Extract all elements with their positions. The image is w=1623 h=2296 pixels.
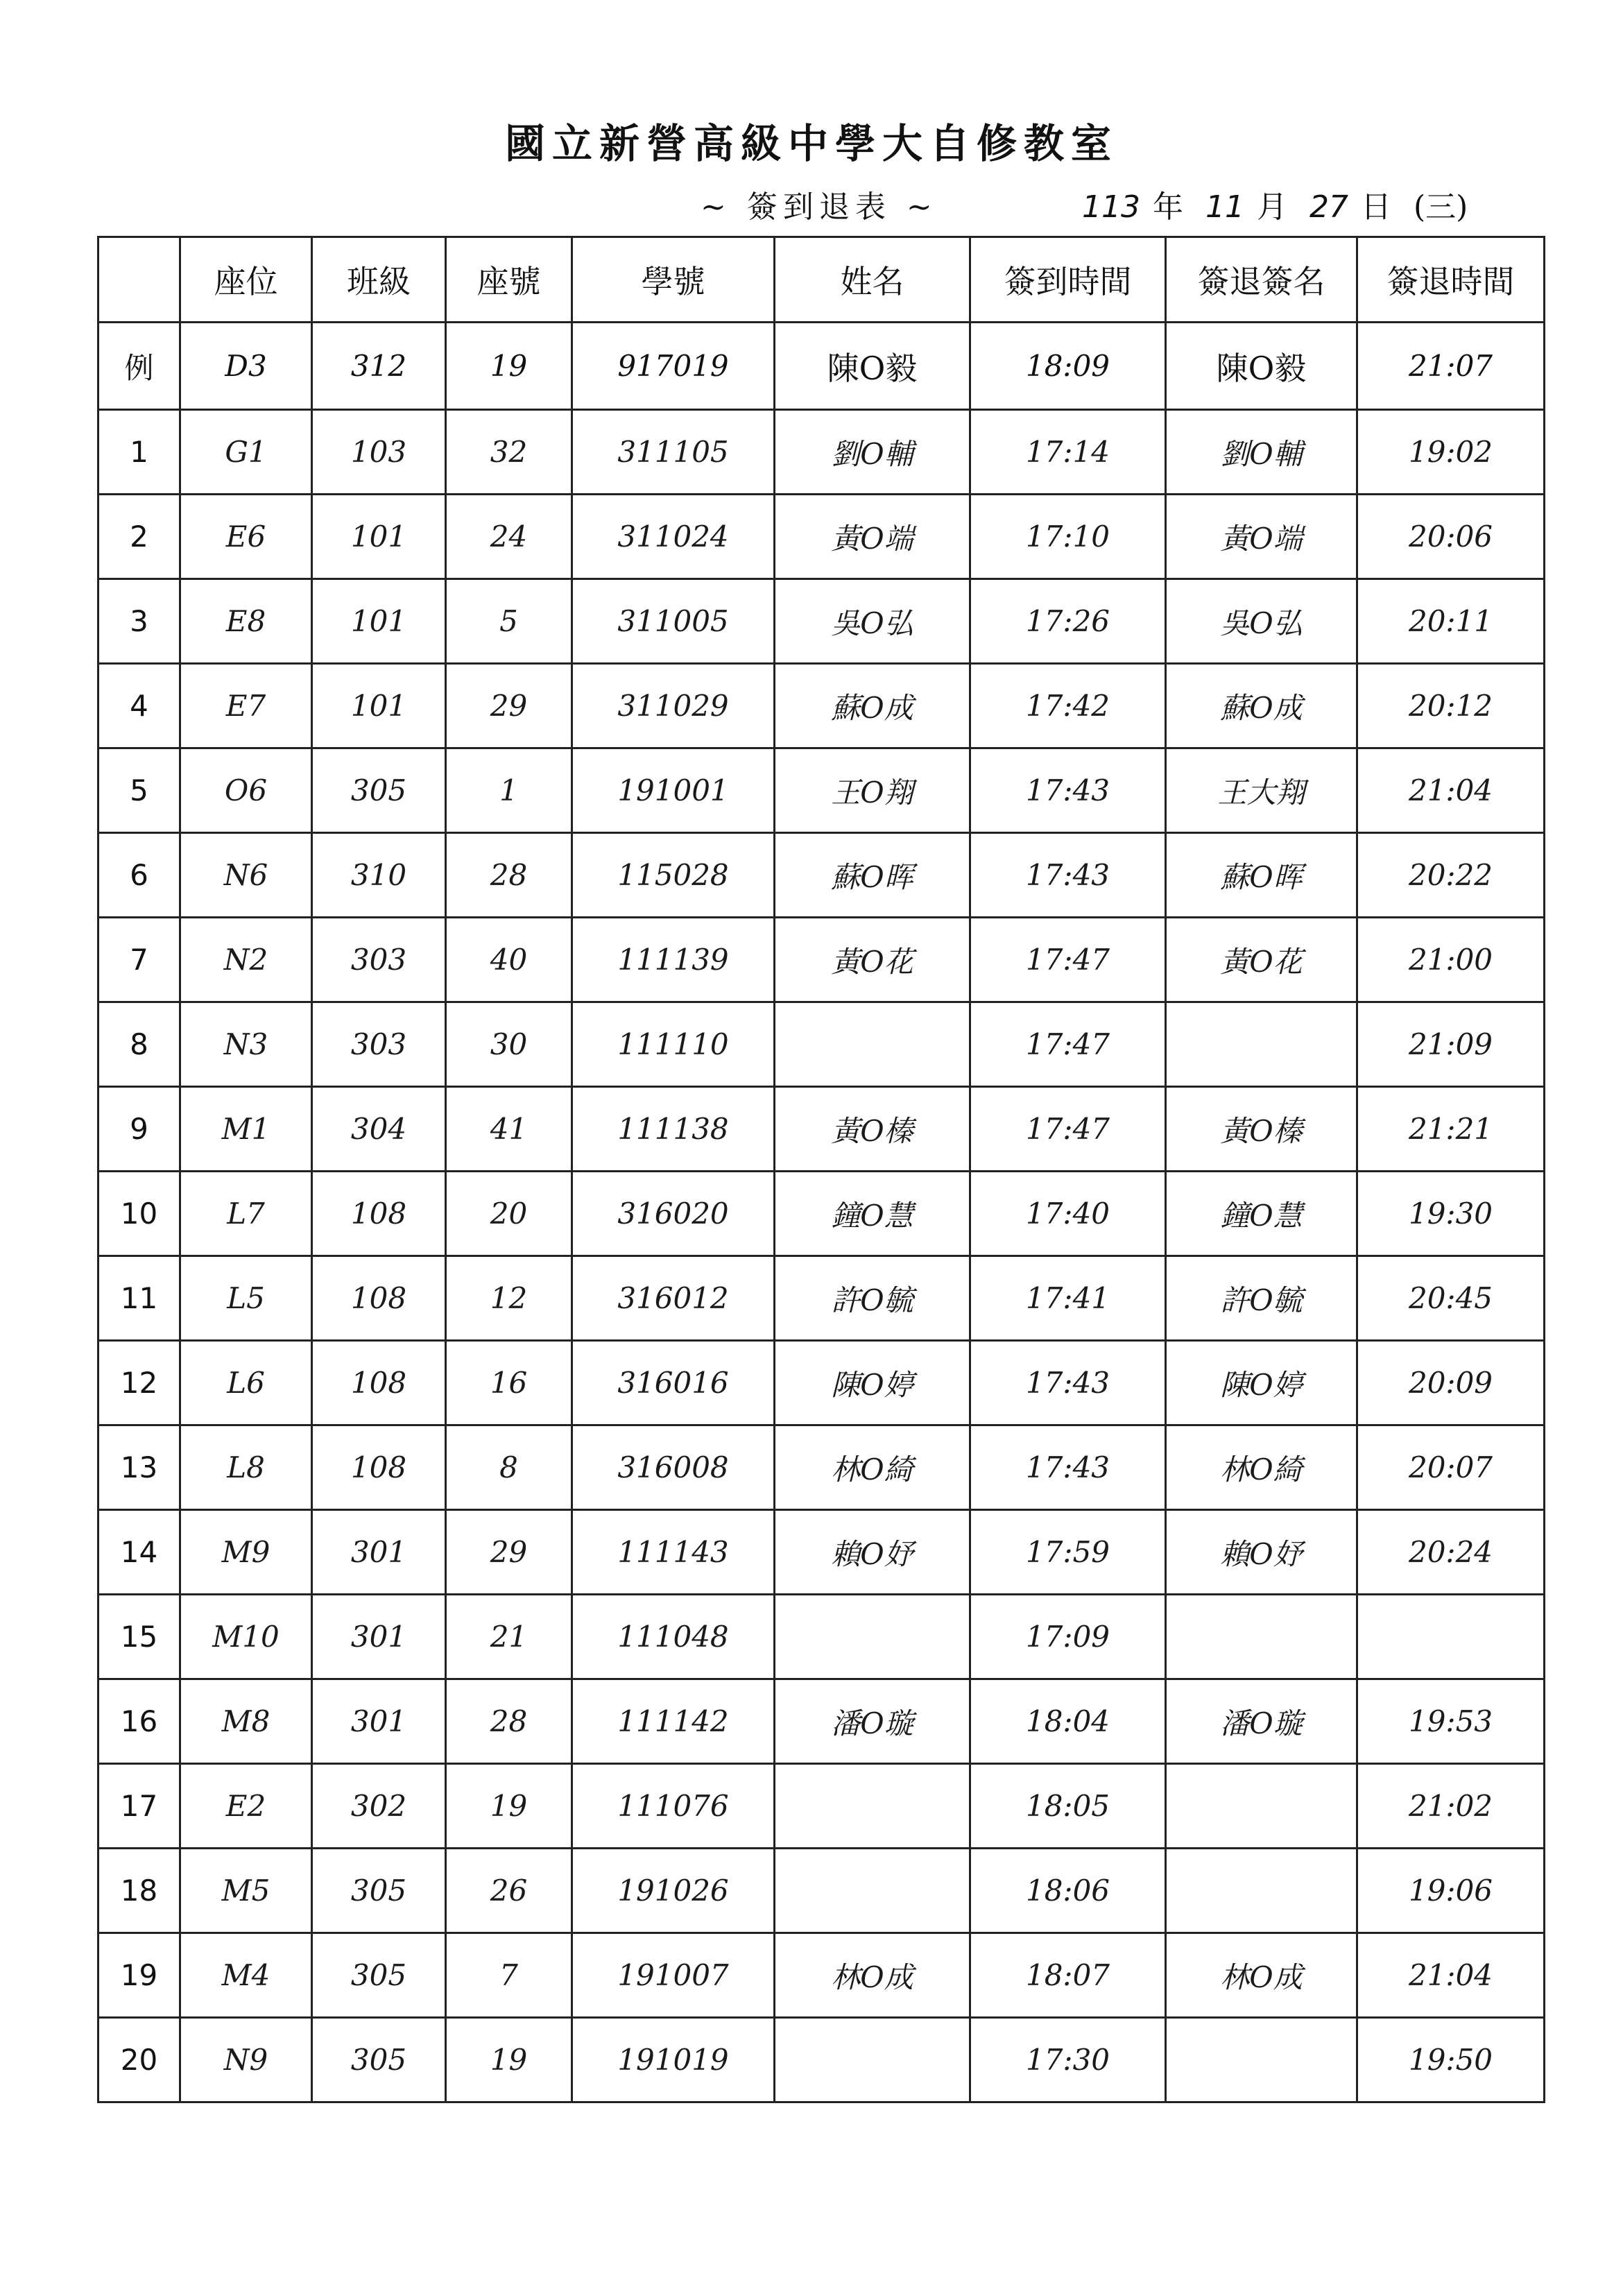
- row-checkout-signature: 蘇O晖: [1166, 833, 1357, 918]
- row-checkin-time: 17:43: [970, 1341, 1166, 1425]
- row-checkout-time: 19:53: [1357, 1679, 1545, 1764]
- row-class: 305: [312, 1849, 446, 1933]
- example-student-id: 917019: [572, 323, 775, 410]
- row-seat-no: 19: [446, 2018, 572, 2102]
- row-checkin-time: 18:06: [970, 1849, 1166, 1933]
- row-seat: E7: [180, 664, 312, 748]
- date-year-unit: 年: [1152, 189, 1183, 225]
- table-row: [98, 1679, 1545, 1764]
- form-date: [1082, 182, 1480, 226]
- date-month-unit: 月: [1256, 189, 1287, 225]
- row-checkin-time: 17:43: [970, 1425, 1166, 1510]
- row-checkin-time: 17:30: [970, 2018, 1166, 2102]
- row-checkout-signature: [1166, 1595, 1357, 1679]
- row-checkout-time: 21:09: [1357, 1002, 1545, 1087]
- row-checkout-signature: 王大翔: [1166, 748, 1357, 833]
- row-seat: N3: [180, 1002, 312, 1087]
- date-day-unit: 日: [1360, 189, 1391, 225]
- row-name-signature: 潘O璇: [775, 1679, 970, 1764]
- row-seat: L6: [180, 1341, 312, 1425]
- table-row: [98, 1425, 1545, 1510]
- row-name-signature: 林O綺: [775, 1425, 970, 1510]
- row-student-id: 191019: [572, 2018, 775, 2102]
- row-checkin-time: 17:40: [970, 1172, 1166, 1256]
- form-subtitle: ~ 簽到退表 ~: [701, 189, 938, 225]
- row-student-id: 191007: [572, 1933, 775, 2018]
- row-checkin-time: 17:42: [970, 664, 1166, 748]
- example-checkout-signature: 陳O毅: [1166, 323, 1357, 410]
- row-seat-no: 1: [446, 748, 572, 833]
- row-checkin-time: 17:47: [970, 918, 1166, 1002]
- row-class: 101: [312, 579, 446, 664]
- row-checkout-time: 20:11: [1357, 579, 1545, 664]
- row-class: 301: [312, 1595, 446, 1679]
- row-seat: L7: [180, 1172, 312, 1256]
- row-checkout-signature: 賴O妤: [1166, 1510, 1357, 1595]
- table-row: [98, 1595, 1545, 1679]
- row-checkout-time: 21:02: [1357, 1764, 1545, 1849]
- row-checkout-time: 19:50: [1357, 2018, 1545, 2102]
- row-checkout-time: 21:00: [1357, 918, 1545, 1002]
- row-class: 305: [312, 1933, 446, 2018]
- row-checkout-time: 20:07: [1357, 1425, 1545, 1510]
- row-index: 15: [98, 1595, 180, 1679]
- row-checkout-signature: 鐘O慧: [1166, 1172, 1357, 1256]
- row-seat-no: 21: [446, 1595, 572, 1679]
- row-checkin-time: 17:47: [970, 1002, 1166, 1087]
- row-class: 305: [312, 2018, 446, 2102]
- row-class: 301: [312, 1679, 446, 1764]
- row-index: 10: [98, 1172, 180, 1256]
- row-index: 12: [98, 1341, 180, 1425]
- row-index: 7: [98, 918, 180, 1002]
- table-row: [98, 1002, 1545, 1087]
- table-row: [98, 1933, 1545, 2018]
- row-student-id: 316016: [572, 1341, 775, 1425]
- row-checkin-time: 17:09: [970, 1595, 1166, 1679]
- row-checkout-signature: [1166, 1849, 1357, 1933]
- row-index: 19: [98, 1933, 180, 2018]
- row-class: 310: [312, 833, 446, 918]
- row-seat: M4: [180, 1933, 312, 2018]
- row-index: 4: [98, 664, 180, 748]
- row-checkout-time: [1357, 1595, 1545, 1679]
- col-student-id-header: 學號: [572, 237, 775, 323]
- row-checkin-time: 17:14: [970, 410, 1166, 495]
- row-name-signature: 賴O妤: [775, 1510, 970, 1595]
- row-checkout-time: 20:24: [1357, 1510, 1545, 1595]
- col-checkout-time-header: 簽退時間: [1357, 237, 1545, 323]
- row-checkout-signature: 潘O璇: [1166, 1679, 1357, 1764]
- row-checkout-signature: 林O成: [1166, 1933, 1357, 2018]
- row-student-id: 111076: [572, 1764, 775, 1849]
- row-seat: L8: [180, 1425, 312, 1510]
- row-index: 2: [98, 495, 180, 579]
- table-row: [98, 748, 1545, 833]
- row-checkout-time: 19:06: [1357, 1849, 1545, 1933]
- row-seat: O6: [180, 748, 312, 833]
- table-row: [98, 495, 1545, 579]
- form-title: 國立新營高級中學大自修教室: [504, 120, 1118, 167]
- row-name-signature: [775, 1595, 970, 1679]
- row-index: 20: [98, 2018, 180, 2102]
- row-student-id: 111138: [572, 1087, 775, 1172]
- row-class: 303: [312, 918, 446, 1002]
- row-name-signature: 王O翔: [775, 748, 970, 833]
- row-checkin-time: 17:43: [970, 748, 1166, 833]
- row-checkout-time: 19:30: [1357, 1172, 1545, 1256]
- col-class-header: 班級: [312, 237, 446, 323]
- row-student-id: 111142: [572, 1679, 775, 1764]
- row-seat-no: 24: [446, 495, 572, 579]
- row-seat-no: 40: [446, 918, 572, 1002]
- row-checkin-time: 17:59: [970, 1510, 1166, 1595]
- row-student-id: 111110: [572, 1002, 775, 1087]
- row-seat-no: 29: [446, 1510, 572, 1595]
- row-class: 101: [312, 495, 446, 579]
- col-seat-no-header: 座號: [446, 237, 572, 323]
- row-name-signature: 吳O弘: [775, 579, 970, 664]
- table-row: [98, 1510, 1545, 1595]
- date-year: 113: [1082, 189, 1140, 225]
- row-index: 13: [98, 1425, 180, 1510]
- row-class: 108: [312, 1256, 446, 1341]
- row-seat-no: 29: [446, 664, 572, 748]
- table-row: [98, 579, 1545, 664]
- row-checkout-signature: [1166, 1764, 1357, 1849]
- row-student-id: 316012: [572, 1256, 775, 1341]
- example-class: 312: [312, 323, 446, 410]
- table-row: [98, 2018, 1545, 2102]
- row-checkout-time: 19:02: [1357, 410, 1545, 495]
- sign-in-table: [97, 236, 1545, 2103]
- row-checkout-signature: 黃O花: [1166, 918, 1357, 1002]
- row-class: 101: [312, 664, 446, 748]
- row-index: 11: [98, 1256, 180, 1341]
- table-row: [98, 1172, 1545, 1256]
- table-row: [98, 918, 1545, 1002]
- row-name-signature: 劉O輔: [775, 410, 970, 495]
- row-seat-no: 28: [446, 833, 572, 918]
- row-student-id: 311105: [572, 410, 775, 495]
- row-name-signature: 陳O婷: [775, 1341, 970, 1425]
- row-seat: L5: [180, 1256, 312, 1341]
- row-index: 6: [98, 833, 180, 918]
- row-checkout-signature: 林O綺: [1166, 1425, 1357, 1510]
- row-checkout-time: 20:12: [1357, 664, 1545, 748]
- row-index: 9: [98, 1087, 180, 1172]
- row-checkout-signature: 許O毓: [1166, 1256, 1357, 1341]
- row-index: 8: [98, 1002, 180, 1087]
- row-student-id: 111143: [572, 1510, 775, 1595]
- table-row: [98, 1849, 1545, 1933]
- row-student-id: 311005: [572, 579, 775, 664]
- row-name-signature: [775, 1764, 970, 1849]
- row-student-id: 311024: [572, 495, 775, 579]
- col-seat-header: 座位: [180, 237, 312, 323]
- row-seat: N2: [180, 918, 312, 1002]
- row-class: 108: [312, 1172, 446, 1256]
- table-row: [98, 1087, 1545, 1172]
- row-seat-no: 5: [446, 579, 572, 664]
- row-seat-no: 32: [446, 410, 572, 495]
- row-checkout-signature: 陳O婷: [1166, 1341, 1357, 1425]
- row-student-id: 111139: [572, 918, 775, 1002]
- row-seat: N9: [180, 2018, 312, 2102]
- date-day: 27: [1309, 189, 1348, 225]
- row-checkout-time: 20:22: [1357, 833, 1545, 918]
- row-seat: M10: [180, 1595, 312, 1679]
- row-index: 17: [98, 1764, 180, 1849]
- row-seat: N6: [180, 833, 312, 918]
- row-name-signature: 黃O花: [775, 918, 970, 1002]
- row-student-id: 191026: [572, 1849, 775, 1933]
- row-class: 304: [312, 1087, 446, 1172]
- row-seat-no: 26: [446, 1849, 572, 1933]
- example-name: 陳O毅: [775, 323, 970, 410]
- row-checkin-time: 18:04: [970, 1679, 1166, 1764]
- row-name-signature: 蘇O成: [775, 664, 970, 748]
- row-student-id: 111048: [572, 1595, 775, 1679]
- row-name-signature: [775, 1849, 970, 1933]
- row-seat-no: 20: [446, 1172, 572, 1256]
- row-name-signature: 許O毓: [775, 1256, 970, 1341]
- row-checkout-signature: [1166, 1002, 1357, 1087]
- table-row: [98, 1341, 1545, 1425]
- row-checkin-time: 18:05: [970, 1764, 1166, 1849]
- row-seat: M9: [180, 1510, 312, 1595]
- col-checkout-signature-header: 簽退簽名: [1166, 237, 1357, 323]
- row-checkout-time: 21:04: [1357, 748, 1545, 833]
- row-checkout-time: 21:04: [1357, 1933, 1545, 2018]
- row-seat: M5: [180, 1849, 312, 1933]
- date-weekday: (三): [1413, 189, 1468, 225]
- row-checkout-signature: 蘇O成: [1166, 664, 1357, 748]
- row-name-signature: 黃O端: [775, 495, 970, 579]
- col-checkin-time-header: 簽到時間: [970, 237, 1166, 323]
- example-checkin-time: 18:09: [970, 323, 1166, 410]
- header-row: [98, 237, 1545, 323]
- row-name-signature: [775, 1002, 970, 1087]
- example-seat: D3: [180, 323, 312, 410]
- row-seat: M8: [180, 1679, 312, 1764]
- row-class: 302: [312, 1764, 446, 1849]
- row-class: 108: [312, 1425, 446, 1510]
- row-seat: G1: [180, 410, 312, 495]
- row-checkin-time: 17:10: [970, 495, 1166, 579]
- row-name-signature: 蘇O晖: [775, 833, 970, 918]
- row-name-signature: 林O成: [775, 1933, 970, 2018]
- col-name-header: 姓名: [775, 237, 970, 323]
- row-name-signature: [775, 2018, 970, 2102]
- row-student-id: 316020: [572, 1172, 775, 1256]
- row-checkout-time: 20:09: [1357, 1341, 1545, 1425]
- row-seat-no: 28: [446, 1679, 572, 1764]
- row-checkout-signature: 劉O輔: [1166, 410, 1357, 495]
- date-month: 11: [1205, 189, 1244, 225]
- row-checkout-time: 20:06: [1357, 495, 1545, 579]
- row-index: 5: [98, 748, 180, 833]
- row-student-id: 316008: [572, 1425, 775, 1510]
- table-row: [98, 664, 1545, 748]
- row-checkin-time: 17:43: [970, 833, 1166, 918]
- row-checkout-signature: [1166, 2018, 1357, 2102]
- row-student-id: 311029: [572, 664, 775, 748]
- row-seat-no: 7: [446, 1933, 572, 2018]
- row-checkout-signature: 黃O端: [1166, 495, 1357, 579]
- row-index: 1: [98, 410, 180, 495]
- row-class: 103: [312, 410, 446, 495]
- row-seat: E2: [180, 1764, 312, 1849]
- example-row: [98, 323, 1545, 410]
- table-row: [98, 833, 1545, 918]
- row-seat-no: 41: [446, 1087, 572, 1172]
- row-class: 108: [312, 1341, 446, 1425]
- example-seat-no: 19: [446, 323, 572, 410]
- row-checkout-signature: 吳O弘: [1166, 579, 1357, 664]
- example-checkout-time: 21:07: [1357, 323, 1545, 410]
- row-seat-no: 8: [446, 1425, 572, 1510]
- row-seat-no: 16: [446, 1341, 572, 1425]
- row-name-signature: 黃O榛: [775, 1087, 970, 1172]
- row-seat-no: 30: [446, 1002, 572, 1087]
- example-label: 例: [98, 323, 180, 410]
- row-seat: E6: [180, 495, 312, 579]
- row-checkout-time: 20:45: [1357, 1256, 1545, 1341]
- row-index: 16: [98, 1679, 180, 1764]
- row-student-id: 115028: [572, 833, 775, 918]
- table-row: [98, 1256, 1545, 1341]
- row-checkin-time: 17:41: [970, 1256, 1166, 1341]
- row-index: 14: [98, 1510, 180, 1595]
- table-row: [98, 410, 1545, 495]
- row-seat: E8: [180, 579, 312, 664]
- row-checkout-time: 21:21: [1357, 1087, 1545, 1172]
- row-checkin-time: 17:26: [970, 579, 1166, 664]
- row-checkin-time: 17:47: [970, 1087, 1166, 1172]
- row-seat-no: 19: [446, 1764, 572, 1849]
- row-student-id: 191001: [572, 748, 775, 833]
- row-class: 303: [312, 1002, 446, 1087]
- row-seat-no: 12: [446, 1256, 572, 1341]
- row-class: 305: [312, 748, 446, 833]
- row-seat: M1: [180, 1087, 312, 1172]
- row-class: 301: [312, 1510, 446, 1595]
- table-row: [98, 1764, 1545, 1849]
- col-index-header: [98, 237, 180, 323]
- row-index: 18: [98, 1849, 180, 1933]
- row-index: 3: [98, 579, 180, 664]
- row-checkin-time: 18:07: [970, 1933, 1166, 2018]
- row-checkout-signature: 黃O榛: [1166, 1087, 1357, 1172]
- row-name-signature: 鐘O慧: [775, 1172, 970, 1256]
